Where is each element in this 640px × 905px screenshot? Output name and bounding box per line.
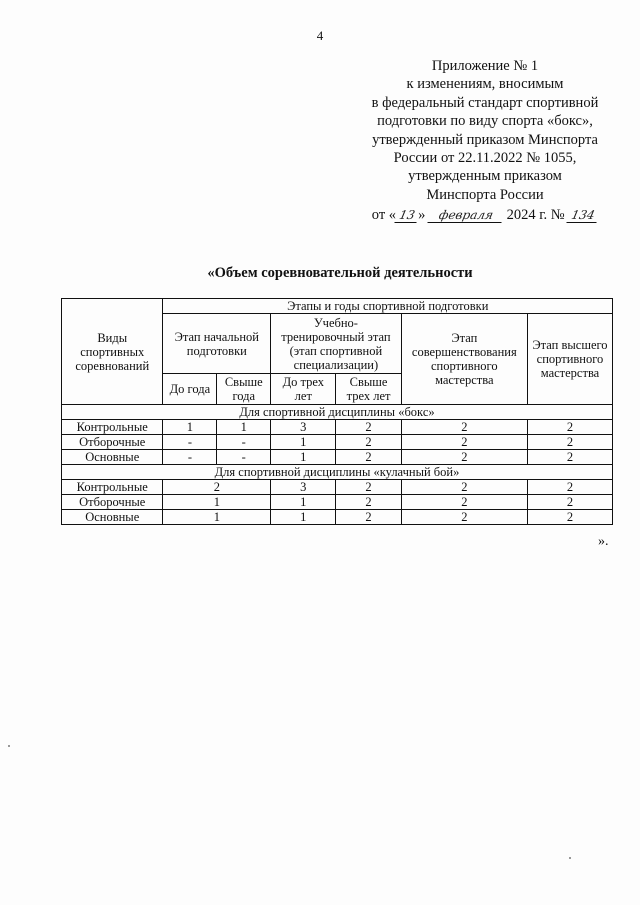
cell: 1: [271, 495, 336, 510]
appendix-line: утвержденным приказом: [408, 168, 562, 185]
cell: -: [217, 435, 271, 450]
page-number: 4: [316, 28, 324, 43]
order-year-text: 2024 г. №: [506, 207, 565, 224]
order-quote-text: »: [418, 207, 426, 224]
section-title-fist-fight: Для спортивной дисциплины «кулачный бой»: [62, 465, 613, 480]
row-label: Отборочные: [62, 435, 163, 450]
cell: 2: [401, 420, 527, 435]
header-over-three-years: Свыше трех лет: [336, 374, 401, 405]
cell: 2: [401, 450, 527, 465]
table-row: [62, 495, 613, 510]
appendix-line: Приложение № 1: [431, 58, 539, 74]
row-label: Отборочные: [62, 495, 163, 510]
appendix-line: подготовки по виду спорта «бокс»,: [377, 113, 593, 130]
appendix-line: в федеральный стандарт спортивной: [371, 94, 599, 111]
header-over-year: Свыше года: [217, 374, 271, 405]
cell: 2: [336, 420, 401, 435]
table-row: [62, 450, 613, 465]
table-title: «Объем соревновательной деятельности: [207, 265, 473, 281]
section-row: [62, 465, 613, 480]
closing-quote: ».: [598, 534, 609, 549]
appendix-line: Минспорта России: [426, 186, 544, 203]
cell: 2: [336, 480, 401, 495]
cell: 1: [163, 495, 271, 510]
cell: 3: [271, 420, 336, 435]
cell: 2: [527, 510, 612, 525]
table-row: [62, 420, 613, 435]
cell: -: [217, 450, 271, 465]
cell: 2: [527, 495, 612, 510]
appendix-line: России от 22.11.2022 № 1055,: [393, 150, 577, 167]
section-title-boxing: Для спортивной дисциплины «бокс»: [62, 405, 613, 420]
header-improvement-stage: Этап совершенствования спортивного мастерства: [401, 314, 527, 405]
cell: 2: [401, 480, 527, 495]
scan-speck: [569, 857, 571, 859]
cell: 2: [336, 450, 401, 465]
order-date-line: [350, 206, 620, 224]
appendix-line: к изменениям, вносимым: [406, 76, 564, 93]
header-training-stage: Учебно-тренировочный этап (этап спортивной специализации): [271, 314, 401, 374]
table-row: [62, 480, 613, 495]
handwritten-day: 13: [394, 208, 419, 223]
header-competition-kind: Виды спортивных соревнований: [62, 299, 163, 405]
appendix-block: [350, 57, 620, 225]
competition-volume-table: [61, 298, 613, 525]
header-highest-stage: Этап высшего спортивного мастерства: [527, 314, 612, 405]
cell: 2: [527, 450, 612, 465]
handwritten-order-number: 134: [567, 208, 600, 223]
cell: 2: [336, 495, 401, 510]
section-row: [62, 405, 613, 420]
row-label: Контрольные: [62, 420, 163, 435]
scan-speck: [8, 745, 10, 747]
table-row: [62, 510, 613, 525]
table-row: [62, 435, 613, 450]
cell: 2: [401, 435, 527, 450]
cell: 3: [271, 480, 336, 495]
cell: 1: [271, 435, 336, 450]
handwritten-month: февраля: [427, 208, 504, 223]
cell: 2: [401, 495, 527, 510]
header-initial-stage: Этап начальной подготовки: [163, 314, 271, 374]
header-upto-three-years: До трех лет: [271, 374, 336, 405]
cell: 2: [336, 435, 401, 450]
order-from-text: от «: [371, 207, 397, 224]
cell: -: [163, 435, 217, 450]
cell: 2: [401, 510, 527, 525]
cell: 1: [271, 450, 336, 465]
cell: 2: [336, 510, 401, 525]
header-stages-group: Этапы и годы спортивной подготовки: [163, 299, 613, 314]
cell: 1: [271, 510, 336, 525]
cell: 2: [527, 420, 612, 435]
row-label: Основные: [62, 510, 163, 525]
cell: 2: [527, 435, 612, 450]
cell: 2: [163, 480, 271, 495]
cell: 1: [163, 510, 271, 525]
cell: 1: [163, 420, 217, 435]
cell: 2: [527, 480, 612, 495]
row-label: Контрольные: [62, 480, 163, 495]
row-label: Основные: [62, 450, 163, 465]
appendix-line: утвержденный приказом Минспорта: [372, 131, 598, 148]
header-upto-year: До года: [163, 374, 217, 405]
cell: 1: [217, 420, 271, 435]
cell: -: [163, 450, 217, 465]
